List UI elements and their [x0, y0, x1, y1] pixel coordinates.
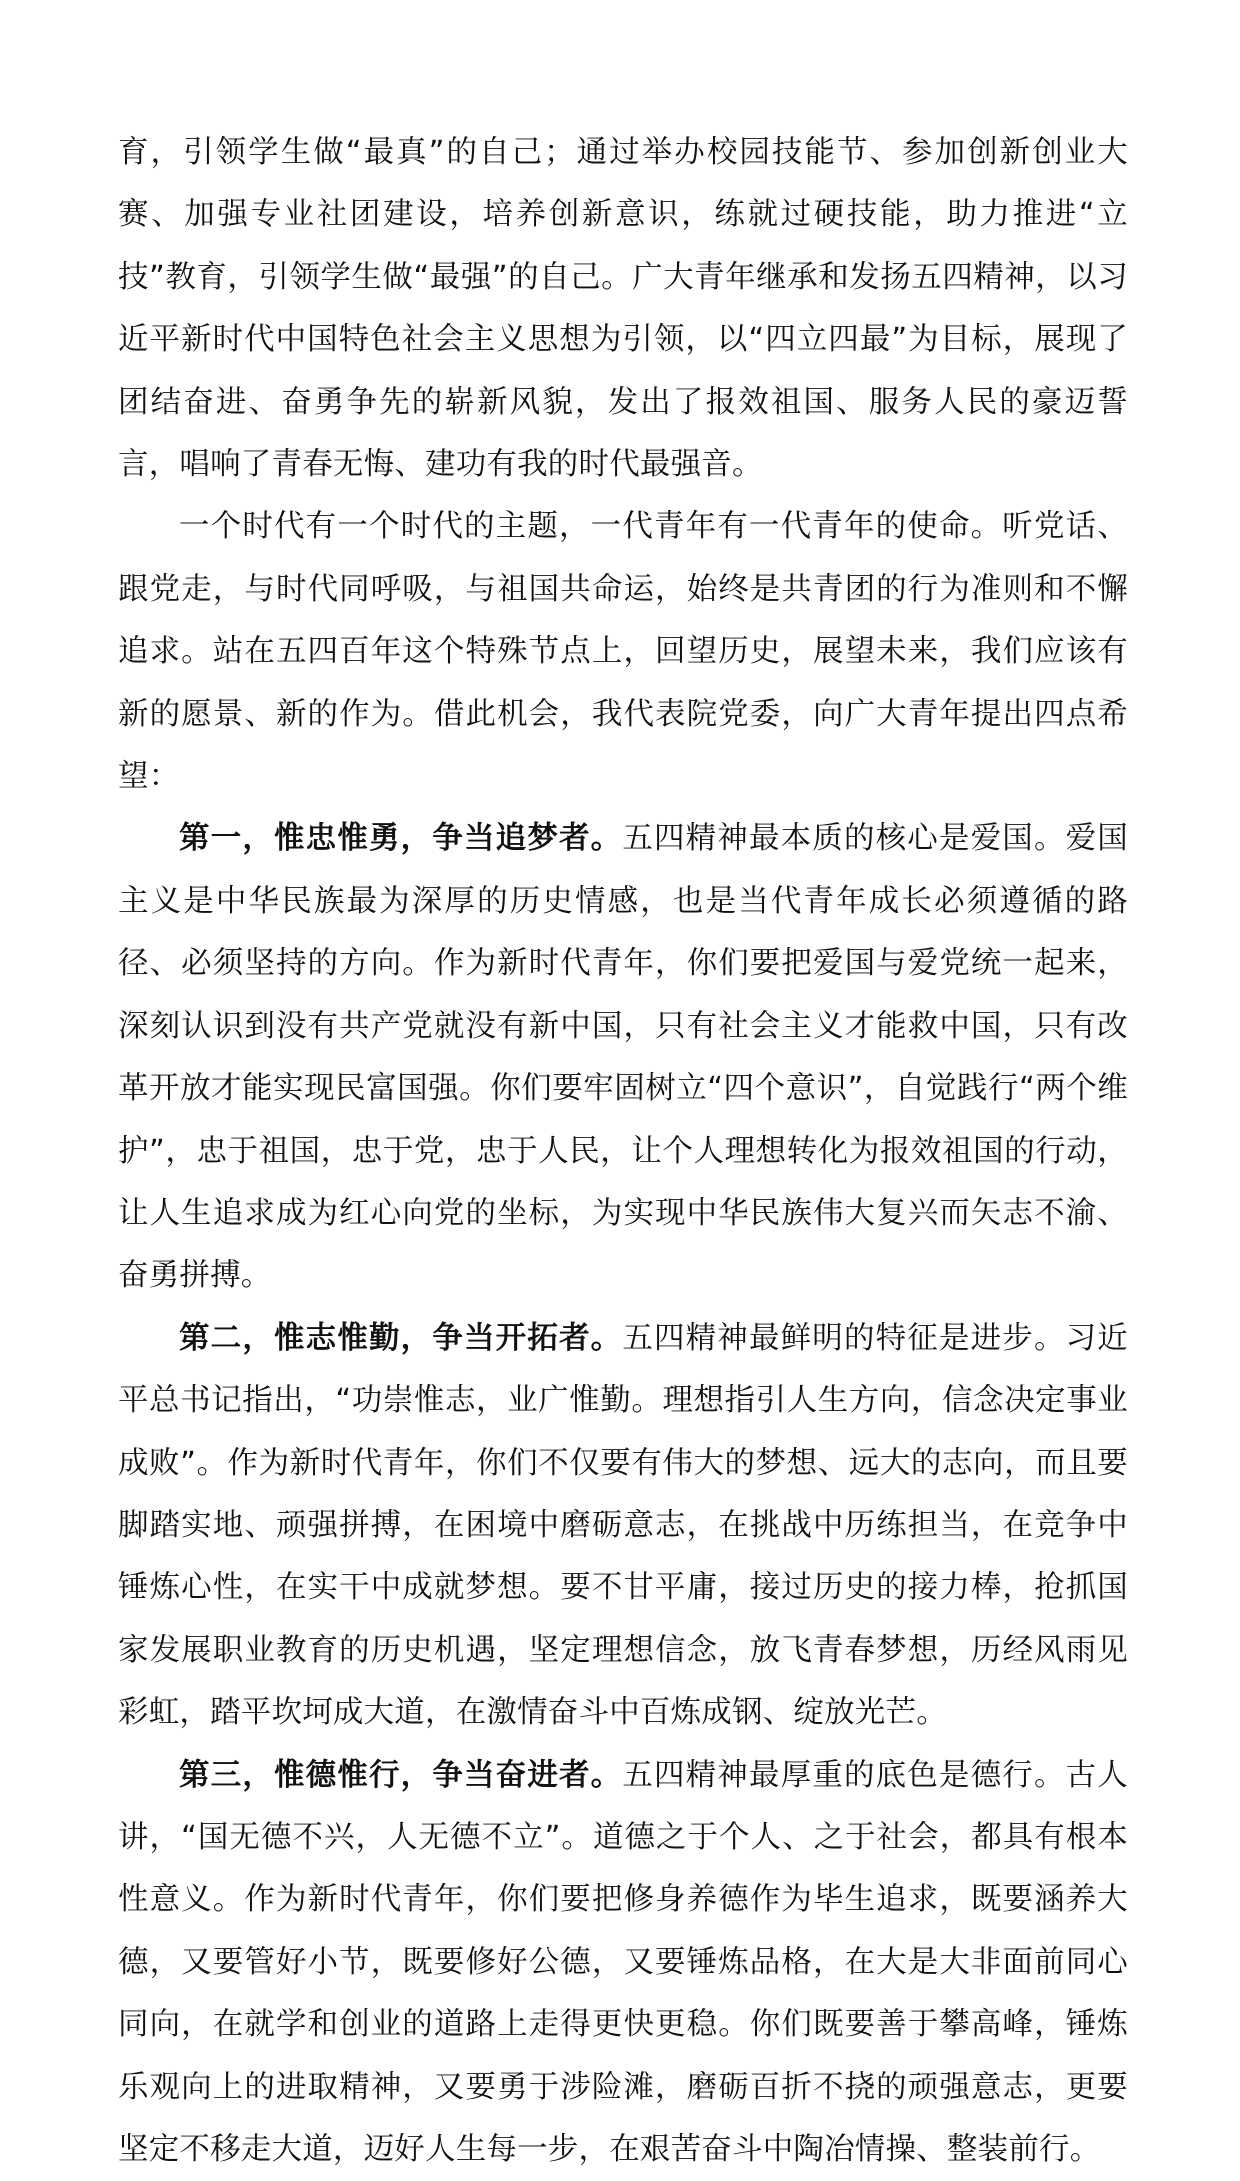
paragraph-lead-heading: 第一，惟忠惟勇，争当追梦者。 — [179, 821, 623, 857]
paragraph-text: 一个时代有一个时代的主题，一代青年有一代青年的使命。听党话、跟党走，与时代同呼吸，与祖国共命运，始终是共青团的行为准则和不懈追求。站在五四百年这个特殊节点上，回望历史，展望未来，我们应该有新的愿景、新的作为。借此机会，我代表院党委，向广大青年提出四点希望： — [118, 509, 1128, 795]
paragraph-lead-heading: 第三，惟德惟行，争当奋进者。 — [179, 1757, 623, 1793]
paragraph-hope-one — [118, 808, 1128, 1307]
paragraph-lead-heading: 第二，惟志惟勤，争当开拓者。 — [179, 1320, 623, 1356]
paragraph-continuation — [118, 122, 1128, 496]
paragraph-text: 五四精神最厚重的底色是德行。古人讲，“国无德不兴，人无德不立”。道德之于个人、之于社会，都具有根本性意义。作为新时代青年，你们要把修身养德作为毕生追求，既要涵养大德，又要管好小节，既要修好公德，又要锤炼品格，在大是大非面前同心同向，在就学和创业的道路上走得更快更稳。你们既要善于攀高峰，锤炼乐观向上的进取精神，又要勇于涉险滩，磨砺百折不挠的顽强意志，更要坚定不移走大道，迈好人生每一步，在艰苦奋斗中陶冶情操、整装前行。 — [118, 1757, 1128, 2167]
paragraph-hope-two — [118, 1308, 1128, 1745]
paragraph-text: 五四精神最本质的核心是爱国。爱国主义是中华民族最为深厚的历史情感，也是当代青年成长必须遵循的路径、必须坚持的方向。作为新时代青年，你们要把爱国与爱党统一起来，深刻认识到没有共产党就没有新中国，只有社会主义才能救中国，只有改革开放才能实现民富国强。你们要牢固树立“四个意识”，自觉践行“两个维护”，忠于祖国，忠于党，忠于人民，让个人理想转化为报效祖国的行动，让人生追求成为红心向党的坐标，为实现中华民族伟大复兴而矢志不渝、奋勇拼搏。 — [118, 821, 1128, 1294]
paragraph-text: 育，引领学生做“最真”的自己；通过举办校园技能节、参加创新创业大赛、加强专业社团建设，培养创新意识，练就过硬技能，助力推进“立技”教育，引领学生做“最强”的自己。广大青年继承和发扬五四精神，以习近平新时代中国特色社会主义思想为引领，以“四立四最”为目标，展现了团结奋进、奋勇争先的崭新风貌，发出了报效祖国、服务人民的豪迈誓言，唱响了青春无悔、建功有我的时代最强音。 — [118, 135, 1128, 483]
document-page — [118, 122, 1128, 2181]
paragraph-theme — [118, 496, 1128, 808]
paragraph-text: 五四精神最鲜明的特征是进步。习近平总书记指出，“功崇惟志，业广惟勤。理想指引人生方向，信念决定事业成败”。作为新时代青年，你们不仅要有伟大的梦想、远大的志向，而且要脚踏实地、顽强拼搏，在困境中磨砺意志，在挑战中历练担当，在竞争中锤炼心性，在实干中成就梦想。要不甘平庸，接过历史的接力棒，抢抓国家发展职业教育的历史机遇，坚定理想信念，放飞青春梦想，历经风雨见彩虹，踏平坎坷成大道，在激情奋斗中百炼成钢、绽放光芒。 — [118, 1320, 1128, 1731]
paragraph-hope-three — [118, 1745, 1128, 2181]
